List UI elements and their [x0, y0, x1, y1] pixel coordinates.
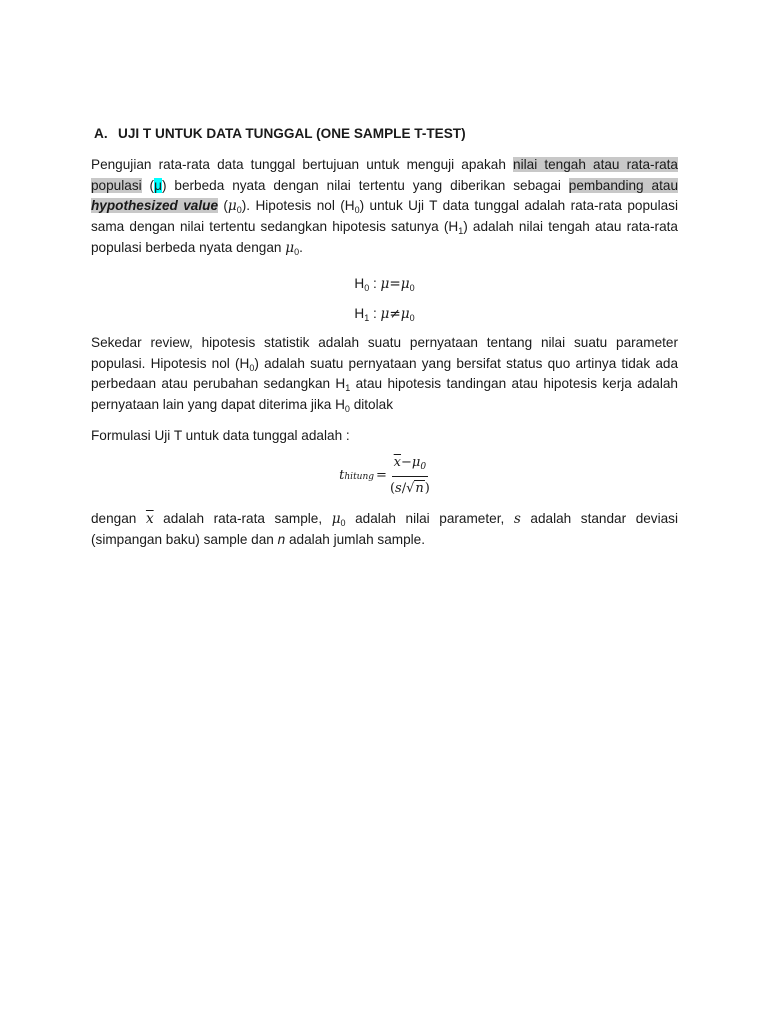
section-number: A.: [94, 126, 108, 141]
text-run: Pengujian rata-rata data tunggal bertujuan untuk menguji apakah: [91, 156, 514, 172]
s-symbol: s: [513, 510, 521, 527]
subscript: 1: [345, 383, 351, 394]
text-run: (: [141, 177, 155, 193]
operator: ≠: [389, 305, 401, 322]
text-run: ) adalah nilai tengah atau rata-rata populasi berbeda nyata dengan: [91, 219, 678, 255]
subscript: 0: [344, 404, 350, 415]
text-run: .: [299, 239, 303, 255]
paragraph-definitions: [91, 509, 678, 551]
hypothesis-letter: H: [354, 275, 365, 291]
separator: :: [369, 275, 381, 291]
highlight-hypothesized-value: [91, 198, 218, 213]
x-bar: $\overline{x}$: [393, 455, 402, 471]
paragraph-intro: [91, 155, 678, 259]
hypothesis-letter: H: [354, 305, 365, 321]
t-symbol: t: [339, 468, 345, 484]
subscript: 1: [458, 226, 464, 237]
text-run: adalah nilai parameter,: [345, 510, 514, 526]
subscript: 0: [236, 205, 242, 216]
n-symbol: n: [277, 531, 286, 547]
highlight-mu: μ: [154, 177, 162, 193]
paragraph-review: [91, 333, 678, 416]
subscript: 0: [354, 205, 360, 216]
section-heading: [91, 124, 678, 145]
text-run: adalah rata-rata sample,: [153, 510, 332, 526]
subscript: 0: [364, 282, 370, 293]
t-statistic-formula: t hitung = $\frac{\overline{x}-\mu_0}{(s/√n)}$: [91, 449, 678, 505]
left-paren: (: [389, 481, 396, 497]
mu-symbol: μ: [400, 275, 410, 292]
n-symbol: n: [415, 481, 424, 497]
text-run: ditolak: [349, 397, 393, 413]
text-run: atau hipotesis tandingan atau hipotesis kerja adalah pernyataan lain yang dapat diterima jika H: [91, 376, 678, 413]
slash: /: [401, 481, 407, 497]
mu-symbol: μ: [227, 198, 237, 215]
text-run: ) adalah suatu pernyataan yang bersifat status quo artinya tidak ada perbedaan atau perubahan sedangkan H: [91, 355, 679, 392]
mu-symbol: μ: [380, 305, 390, 322]
subscript: 0: [409, 282, 415, 293]
alternative-hypothesis: [91, 299, 678, 329]
null-hypothesis: [91, 269, 678, 299]
fraction: [390, 453, 430, 500]
subscript: 0: [294, 246, 300, 257]
mu-symbol: μ: [400, 305, 410, 322]
fraction-denominator: [390, 477, 430, 500]
text-run: ) untuk Uji T data tunggal adalah rata-rata populasi sama dengan nilai tertentu sedangkan hipotesis satunya (H: [91, 198, 678, 235]
separator: :: [369, 305, 381, 321]
document-page: [91, 124, 678, 550]
fraction-numerator: [392, 453, 428, 477]
text-run: dengan: [91, 510, 146, 526]
mu-symbol: μ: [285, 239, 295, 256]
text-run: Sekedar review, hipotesis statistik adalah suatu pernyataan tentang nilai suatu parameter populasi. Hipotesis nol (H: [91, 334, 678, 371]
paragraph-formula-intro: Formulasi Uji T untuk data tunggal adalah :: [91, 427, 350, 443]
operator: =: [389, 275, 401, 292]
subscript: 0: [249, 362, 255, 373]
subscript: 1: [364, 312, 370, 323]
s-symbol: s: [395, 481, 402, 497]
x-bar: $\overline{x}$: [145, 510, 154, 527]
subscript: 0: [409, 312, 415, 323]
subscript: 0: [420, 462, 427, 473]
sqrt-icon: √: [406, 481, 415, 497]
section-title: UJI T UNTUK DATA TUNGGAL (ONE SAMPLE T-TEST): [118, 126, 466, 141]
mu-symbol: μ: [331, 510, 341, 527]
text-run: adalah standar deviasi (simpangan baku) sample dan: [91, 510, 679, 547]
text-run: ) berbeda nyata dengan nilai tertentu yang diberikan sebagai: [161, 177, 569, 193]
text-run: adalah jumlah sample.: [285, 531, 426, 547]
mu-symbol: μ: [380, 275, 390, 292]
hypothesized-value-term: hypothesized value: [91, 198, 218, 214]
highlight-comparator: pembanding atau: [568, 177, 678, 193]
subscript: 0: [340, 517, 346, 528]
minus-sign: −: [401, 455, 412, 471]
equals-sign: =: [376, 468, 387, 484]
text-run: (: [218, 198, 228, 214]
right-paren: ): [424, 481, 430, 497]
text-run: ). Hipotesis nol (H: [241, 198, 355, 214]
highlight-population-mean: nilai tengah atau rata-rata populasi: [91, 156, 678, 193]
mu-symbol: μ: [411, 455, 421, 471]
